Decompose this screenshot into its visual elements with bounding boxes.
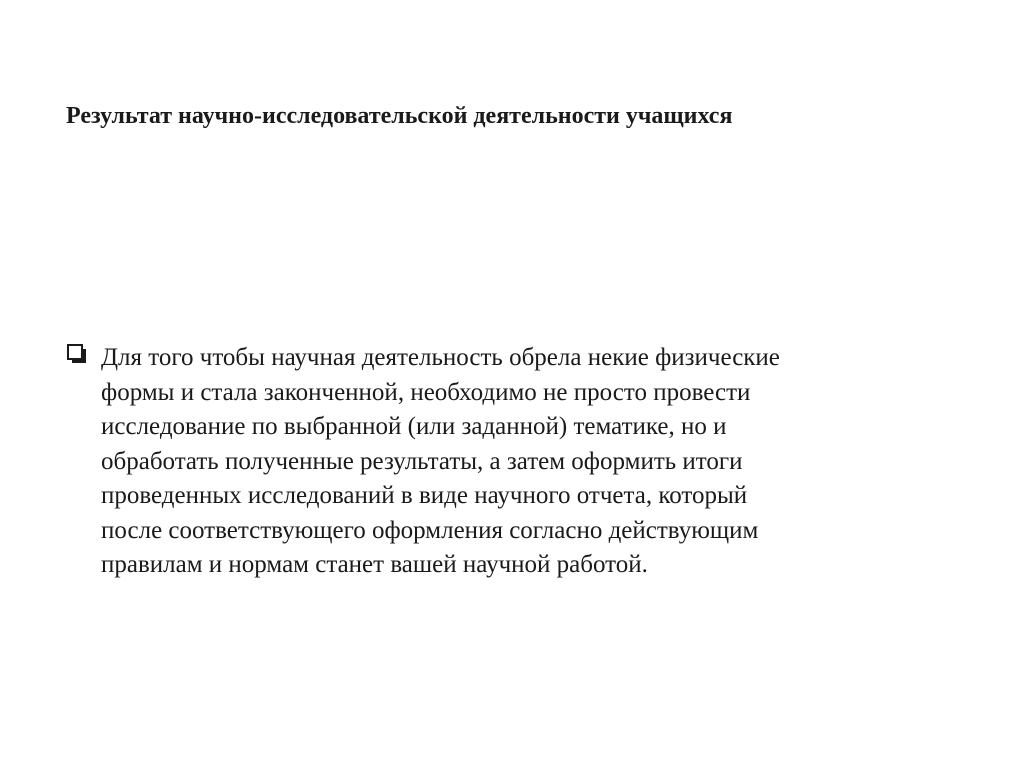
checkbox-bullet-icon [66,343,88,365]
bullet-text-line: Для того чтобы научная деятельность обрела некие физические [101,344,780,371]
bullet-text-line: после соответствующего оформления согласно действующим [101,516,759,544]
bullet-text-line: проведенных исследований в виде научного отчета, который [101,482,748,509]
bullet-text [101,341,941,583]
bullet-text-line: обработать полученные результаты, а затем оформить итоги [101,447,743,475]
bullet-text-line: формы и стала законченной, необходимо не просто провести [101,378,751,406]
bullet-text-line: правилам и нормам станет вашей научной работой. [101,551,648,578]
slide-title: Результат научно-исследовательской деятельности учащихся [66,103,733,129]
bullet-text-line: исследование по выбранной (или заданной) тематике, но и [101,413,727,440]
